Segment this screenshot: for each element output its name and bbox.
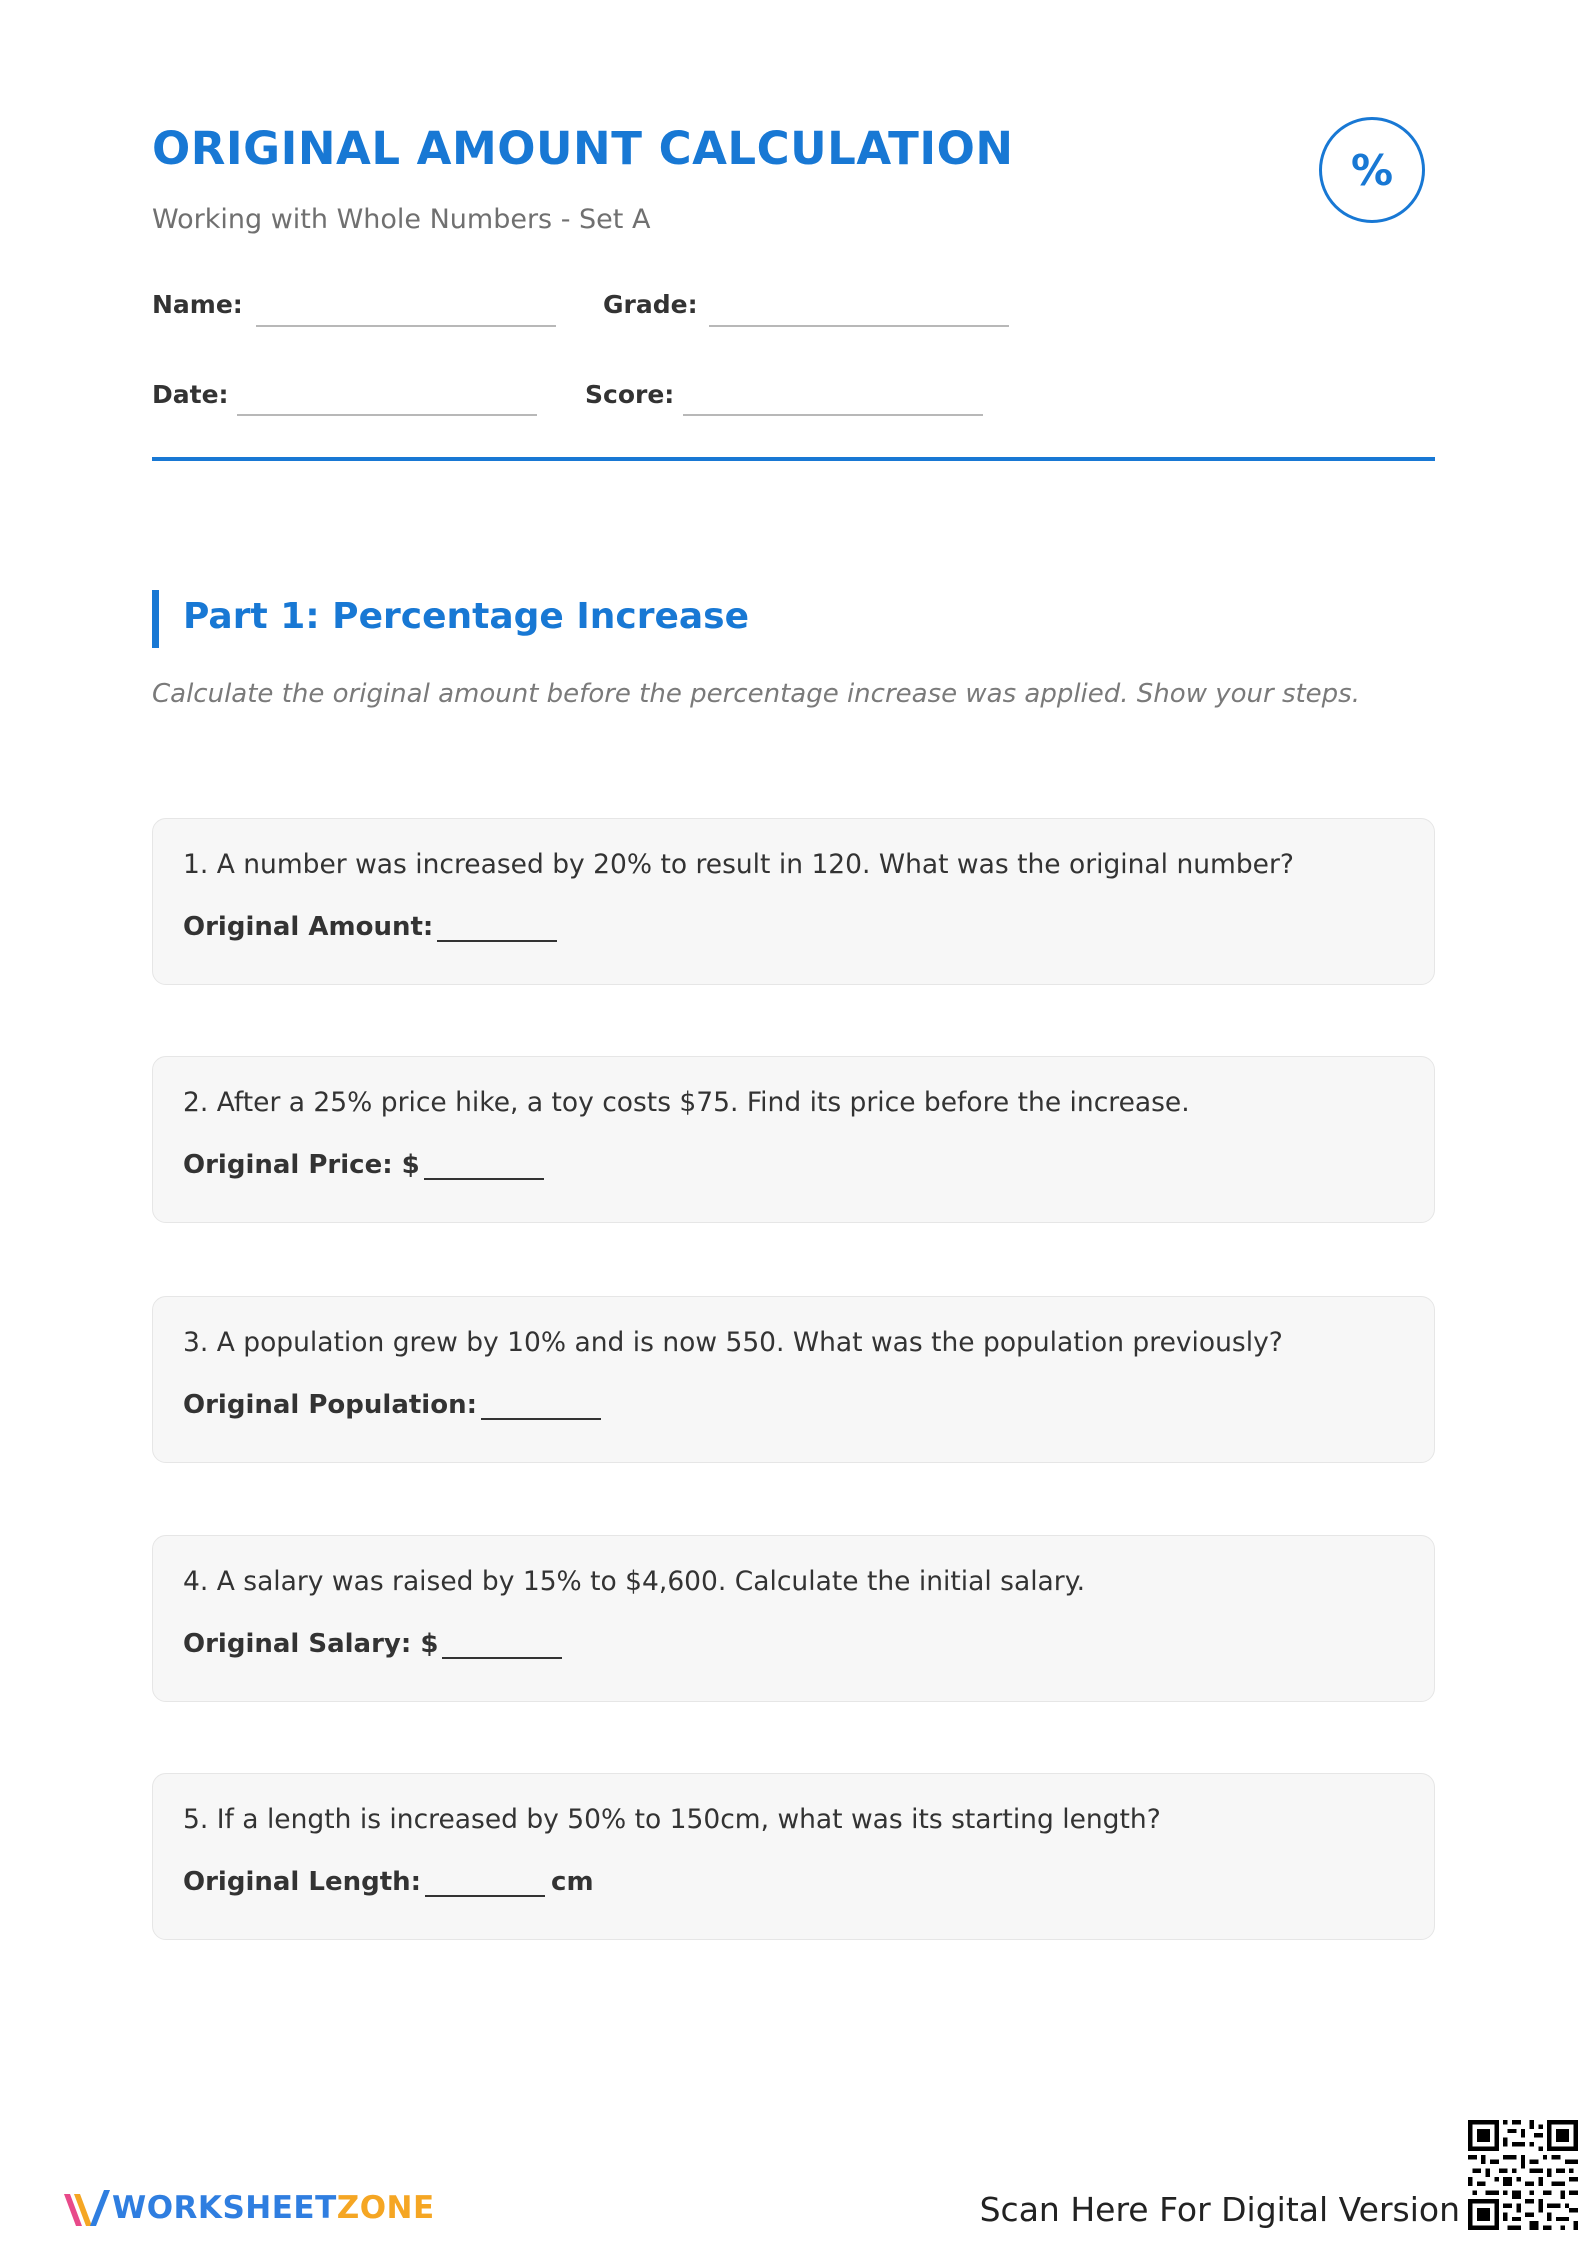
brand-logo-text <box>112 2190 435 2226</box>
page-title: ORIGINAL AMOUNT CALCULATION <box>152 122 1014 175</box>
date-label: Date: <box>152 380 229 409</box>
answer-row <box>183 1629 562 1659</box>
answer-blank[interactable] <box>424 1150 544 1180</box>
answer-label: Original Population: <box>183 1390 477 1420</box>
grade-label: Grade: <box>603 290 698 319</box>
answer-label: Original Amount: <box>183 912 434 942</box>
question-card <box>152 1296 1435 1463</box>
answer-blank[interactable] <box>442 1629 562 1659</box>
name-field[interactable] <box>256 325 556 327</box>
answer-row <box>183 1390 601 1420</box>
header-divider <box>152 457 1435 461</box>
answer-blank[interactable] <box>437 912 557 942</box>
answer-unit: cm <box>551 1867 594 1897</box>
question-text: 1. A number was increased by 20% to result in 120. What was the original number? <box>183 849 1294 880</box>
qr-code-icon[interactable] <box>1468 2120 1578 2230</box>
answer-label: Original Salary: $ <box>183 1629 439 1659</box>
answer-label: Original Price: $ <box>183 1150 420 1180</box>
section-title: Part 1: Percentage Increase <box>183 596 750 637</box>
answer-row <box>183 1867 594 1897</box>
percent-icon: % <box>1319 117 1425 223</box>
question-text: 3. A population grew by 10% and is now 550. What was the population previously? <box>183 1327 1283 1358</box>
name-label: Name: <box>152 290 243 319</box>
question-text: 5. If a length is increased by 50% to 150cm, what was its starting length? <box>183 1804 1161 1835</box>
question-card <box>152 1056 1435 1223</box>
answer-blank[interactable] <box>481 1390 601 1420</box>
question-text: 4. A salary was raised by 15% to $4,600. Calculate the initial salary. <box>183 1566 1086 1597</box>
question-card <box>152 1535 1435 1702</box>
answer-row <box>183 912 557 942</box>
answer-label: Original Length: <box>183 1867 422 1897</box>
scan-text: Scan Here For Digital Version <box>979 2190 1460 2229</box>
section-accent-bar <box>152 590 159 648</box>
worksheetzone-logo-icon <box>60 2182 112 2234</box>
grade-field[interactable] <box>709 325 1009 327</box>
section-instructions: Calculate the original amount before the percentage increase was applied. Show your steps. <box>152 679 1360 709</box>
date-field[interactable] <box>237 414 537 416</box>
answer-row <box>183 1150 544 1180</box>
brand-text-part1: WORKSHEET <box>112 2190 337 2226</box>
score-field[interactable] <box>683 414 983 416</box>
brand-text-part2: ZONE <box>336 2190 435 2226</box>
answer-blank[interactable] <box>425 1867 545 1897</box>
score-label: Score: <box>585 380 675 409</box>
question-text: 2. After a 25% price hike, a toy costs $75. Find its price before the increase. <box>183 1087 1190 1118</box>
page-subtitle: Working with Whole Numbers - Set A <box>152 204 651 235</box>
question-card <box>152 818 1435 985</box>
question-card <box>152 1773 1435 1940</box>
